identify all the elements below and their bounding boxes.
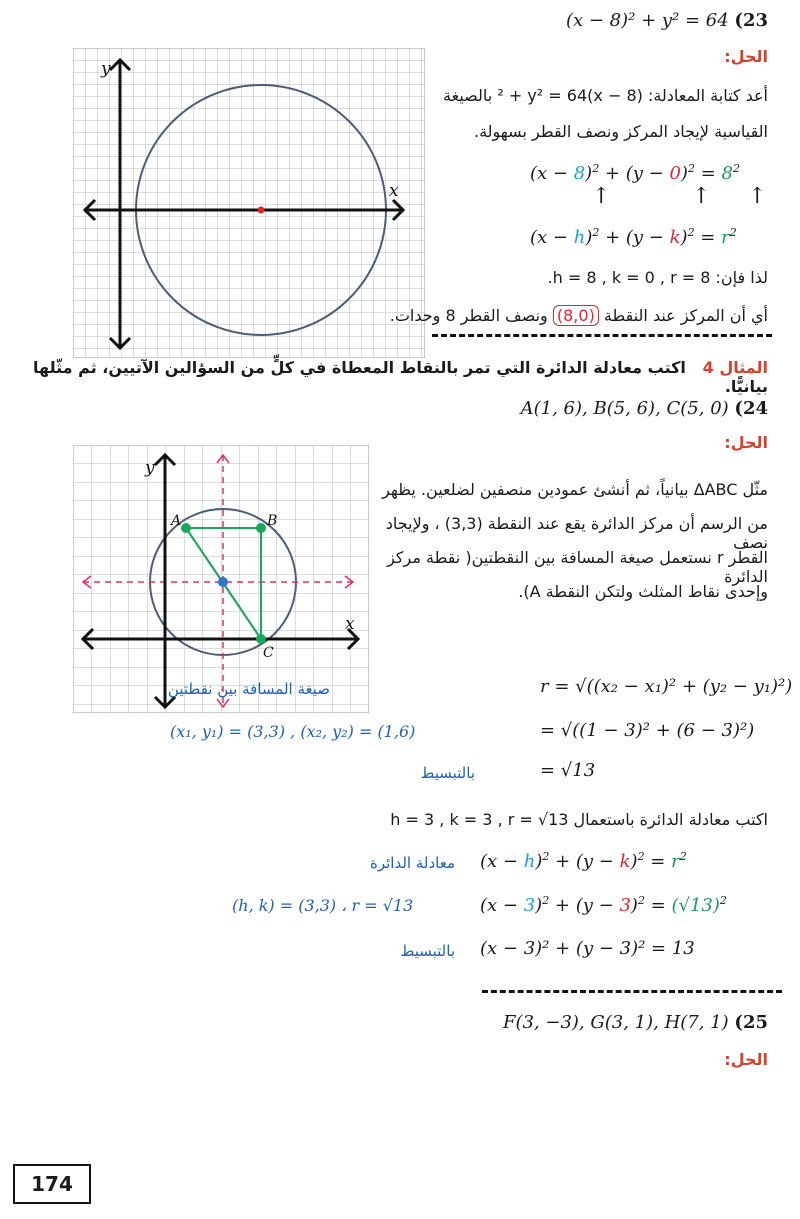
- ex23-conclusion-post: ونصف القطر 8 وحدات.: [389, 306, 548, 325]
- ex24-paragraph-line1: مثّل ΔABC بيانياً، ثم أنشئ عمودين منصفين لضلعين. يظهر: [382, 480, 768, 499]
- ex24-eq3-math: (x − 3)² + (y − 3)² = 13: [480, 938, 695, 959]
- ex24-graph: [73, 445, 369, 713]
- ex24-points: A(1, 6), B(5, 6), C(5, 0): [520, 398, 729, 419]
- ex24-eq2-math: $(x - 3)^2 + (y - 3)^2 = (√13)^2$: [480, 894, 727, 916]
- ex23-arrow-2: ↑: [692, 184, 711, 209]
- ex23-x-label: x: [389, 181, 399, 201]
- ex24-eq1-math: $(x - h)^2 + (y - k)^2 = r^2$: [480, 850, 687, 872]
- example4-text: اكتب معادلة الدائرة التي تمر بالنقاط المعطاة في كلٍّ من السؤالين الآتيين، ثم مثّلها بيانيًّا.: [33, 358, 768, 396]
- ex24-number: (24: [734, 398, 768, 419]
- ex24-step3-note: بالتبسيط: [420, 764, 475, 782]
- ex23-number: (23: [734, 10, 768, 31]
- ex24-label-C: C: [263, 645, 274, 661]
- ex24-paragraph-line4: وإحدى نقاط المثلث ولتكن النقطة A).: [518, 582, 768, 601]
- ex23-center-dot: [258, 207, 265, 214]
- ex23-conclusion: [388, 306, 768, 325]
- ex23-graph: [73, 48, 425, 358]
- ex24-write-line: اكتب معادلة الدائرة باستعمال h = 3 , k = 3 , r = √13: [390, 810, 768, 829]
- ex24-solution-label: الحل:: [724, 433, 768, 452]
- ex24-eq3-note: بالتبسيط: [400, 942, 455, 960]
- ex24-point-B: [256, 523, 266, 533]
- ex23-line2: القياسية لإيجاد المركز ونصف القطر بسهولة.: [474, 122, 768, 141]
- ex23-center-point: (8,0): [553, 305, 599, 326]
- ex24-point-A: [181, 523, 191, 533]
- ex23-standard-form: $(x - 8)^2 + (y - 0)^2 = 8^2$: [530, 162, 740, 184]
- ex23-y-label: y: [101, 59, 111, 79]
- ex25-points: F(3, −3), G(3, 1), H(7, 1): [502, 1012, 729, 1033]
- example4-header: [8, 358, 768, 396]
- ex24-step1-math: r = √((x₂ − x₁)² + (y₂ − y₁)²): [540, 676, 793, 697]
- page-number: 174: [13, 1164, 91, 1204]
- ex24-x-label: x: [345, 614, 355, 634]
- ex24-step3-math: = √13: [540, 760, 596, 781]
- ex24-eq2-note: (h, k) = (3,3) ، r = √13: [232, 896, 414, 915]
- ex24-label-B: B: [267, 513, 278, 529]
- ex24-paragraph-line2: من الرسم أن مركز الدائرة يقع عند النقطة (3,3) ، ولإيجاد نصف: [385, 514, 768, 552]
- ex23-conclusion-pre: أي أن المركز عند النقطة: [603, 306, 768, 325]
- section-divider: [432, 334, 772, 337]
- ex24-step1-note: صيغة المسافة بين نقطتين: [167, 680, 330, 698]
- ex24-y-label: y: [145, 458, 155, 478]
- ex24-paragraph-line3: القطر r نستعمل صيغة المسافة بين النقطتين( نقطة مركز الدائرة: [387, 548, 768, 586]
- section-divider-2: [482, 990, 782, 993]
- ex25-solution-label: الحل:: [724, 1050, 768, 1069]
- ex24-eq1-note: معادلة الدائرة: [370, 854, 455, 872]
- ex23-thus: لذا فإن: h = 8 , k = 0 , r = 8.: [547, 268, 768, 287]
- ex23-arrow-1: ↑: [592, 184, 611, 209]
- ex24-center-dot: [218, 577, 228, 587]
- ex24-step2-note: (x₁, y₁) = (3,3) , (x₂, y₂) = (1,6): [170, 722, 416, 741]
- example4-tag: المثال 4: [702, 358, 768, 377]
- ex24-point-C: [256, 634, 266, 644]
- ex24-label-A: A: [171, 513, 182, 529]
- ex23-arrow-3: ↑: [748, 184, 767, 209]
- ex25-number: (25: [734, 1012, 768, 1033]
- ex23-equation: (x − 8)² + y² = 64: [565, 10, 729, 31]
- ex23-general-form: $(x - h)^2 + (y - k)^2 = r^2$: [530, 226, 737, 248]
- ex23-line1: أعد كتابة المعادلة: (x − 8)² + y² = 64 بالصيغة: [443, 86, 768, 105]
- ex24-step2-math: = √((1 − 3)² + (6 − 3)²): [540, 720, 755, 741]
- ex23-solution-label: الحل:: [724, 47, 768, 66]
